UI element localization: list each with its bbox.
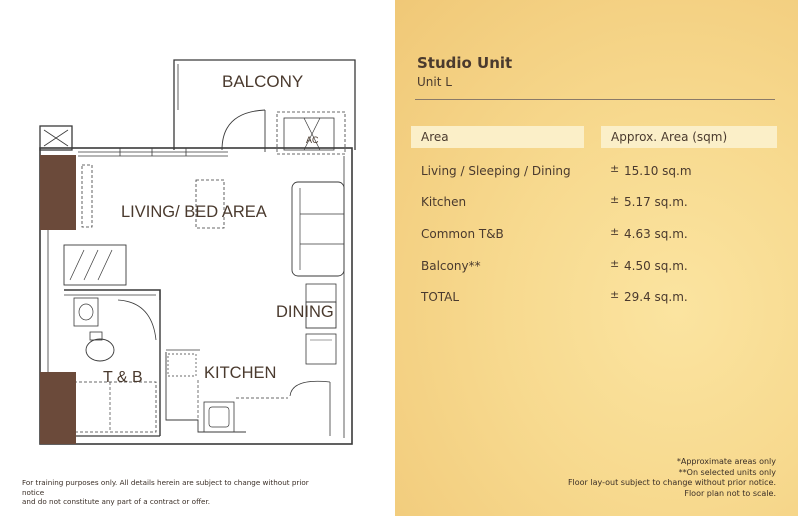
floor-plan-panel bbox=[0, 0, 395, 516]
table-row bbox=[395, 227, 798, 245]
floor-plan-drawing bbox=[0, 0, 395, 516]
plus-minus-symbol: ± bbox=[610, 257, 620, 270]
room-label-living: LIVING/ BED AREA bbox=[121, 203, 267, 221]
plus-minus-symbol: ± bbox=[610, 288, 620, 301]
balcony-door-swing bbox=[222, 110, 265, 150]
footnotes bbox=[568, 457, 776, 499]
footnote: **On selected units only bbox=[678, 467, 776, 477]
row-area-name: Balcony** bbox=[421, 259, 481, 273]
table-row bbox=[395, 164, 798, 182]
wall-accent-lower bbox=[40, 372, 76, 444]
row-area-name: TOTAL bbox=[421, 290, 460, 304]
plus-minus-symbol: ± bbox=[610, 193, 620, 206]
room-label-balcony: BALCONY bbox=[222, 72, 304, 91]
row-area-size: 5.17 sq.m. bbox=[624, 195, 688, 209]
room-label-tb: T & B bbox=[103, 369, 143, 386]
closet bbox=[64, 245, 126, 285]
title-divider bbox=[415, 99, 775, 100]
header-area: Area bbox=[411, 126, 584, 148]
row-area-name: Common T&B bbox=[421, 227, 504, 241]
disclaimer bbox=[22, 478, 322, 507]
header-approx-area: Approx. Area (sqm) bbox=[601, 126, 777, 148]
kitchen-sink bbox=[204, 402, 234, 432]
sink bbox=[74, 298, 98, 326]
room-label-dining: DINING bbox=[276, 303, 334, 321]
room-label-kitchen: KITCHEN bbox=[204, 364, 277, 382]
footnote: Floor plan not to scale. bbox=[684, 488, 776, 498]
row-area-name: Kitchen bbox=[421, 195, 467, 209]
disclaimer-line-2: and do not constitute any part of a contract or offer. bbox=[22, 497, 211, 506]
room-label-ac: AC bbox=[306, 135, 319, 145]
unit-title: Studio Unit bbox=[417, 54, 513, 72]
footnote: *Approximate areas only bbox=[676, 457, 776, 466]
table-row bbox=[395, 195, 798, 213]
row-area-size: 15.10 sq.m bbox=[624, 164, 692, 178]
row-area-size: 4.50 sq.m. bbox=[624, 259, 688, 273]
toilet bbox=[86, 339, 114, 361]
unit-info-panel bbox=[395, 0, 798, 516]
footnote: Floor lay-out subject to change without prior notice. bbox=[567, 478, 776, 487]
table-row-total bbox=[395, 290, 798, 308]
row-area-name: Living / Sleeping / Dining bbox=[421, 164, 571, 178]
unit-subtitle: Unit L bbox=[417, 75, 452, 89]
row-area-size: 29.4 sq.m. bbox=[624, 290, 688, 304]
plus-minus-symbol: ± bbox=[610, 162, 620, 175]
wall-accent-upper bbox=[40, 155, 76, 230]
row-area-size: 4.63 sq.m. bbox=[624, 227, 688, 241]
plus-minus-symbol: ± bbox=[610, 225, 620, 238]
disclaimer-line-1: For training purposes only. All details herein are subject to change without prior notice bbox=[22, 478, 309, 497]
unit-outer-wall bbox=[40, 148, 352, 444]
table-row bbox=[395, 259, 798, 277]
